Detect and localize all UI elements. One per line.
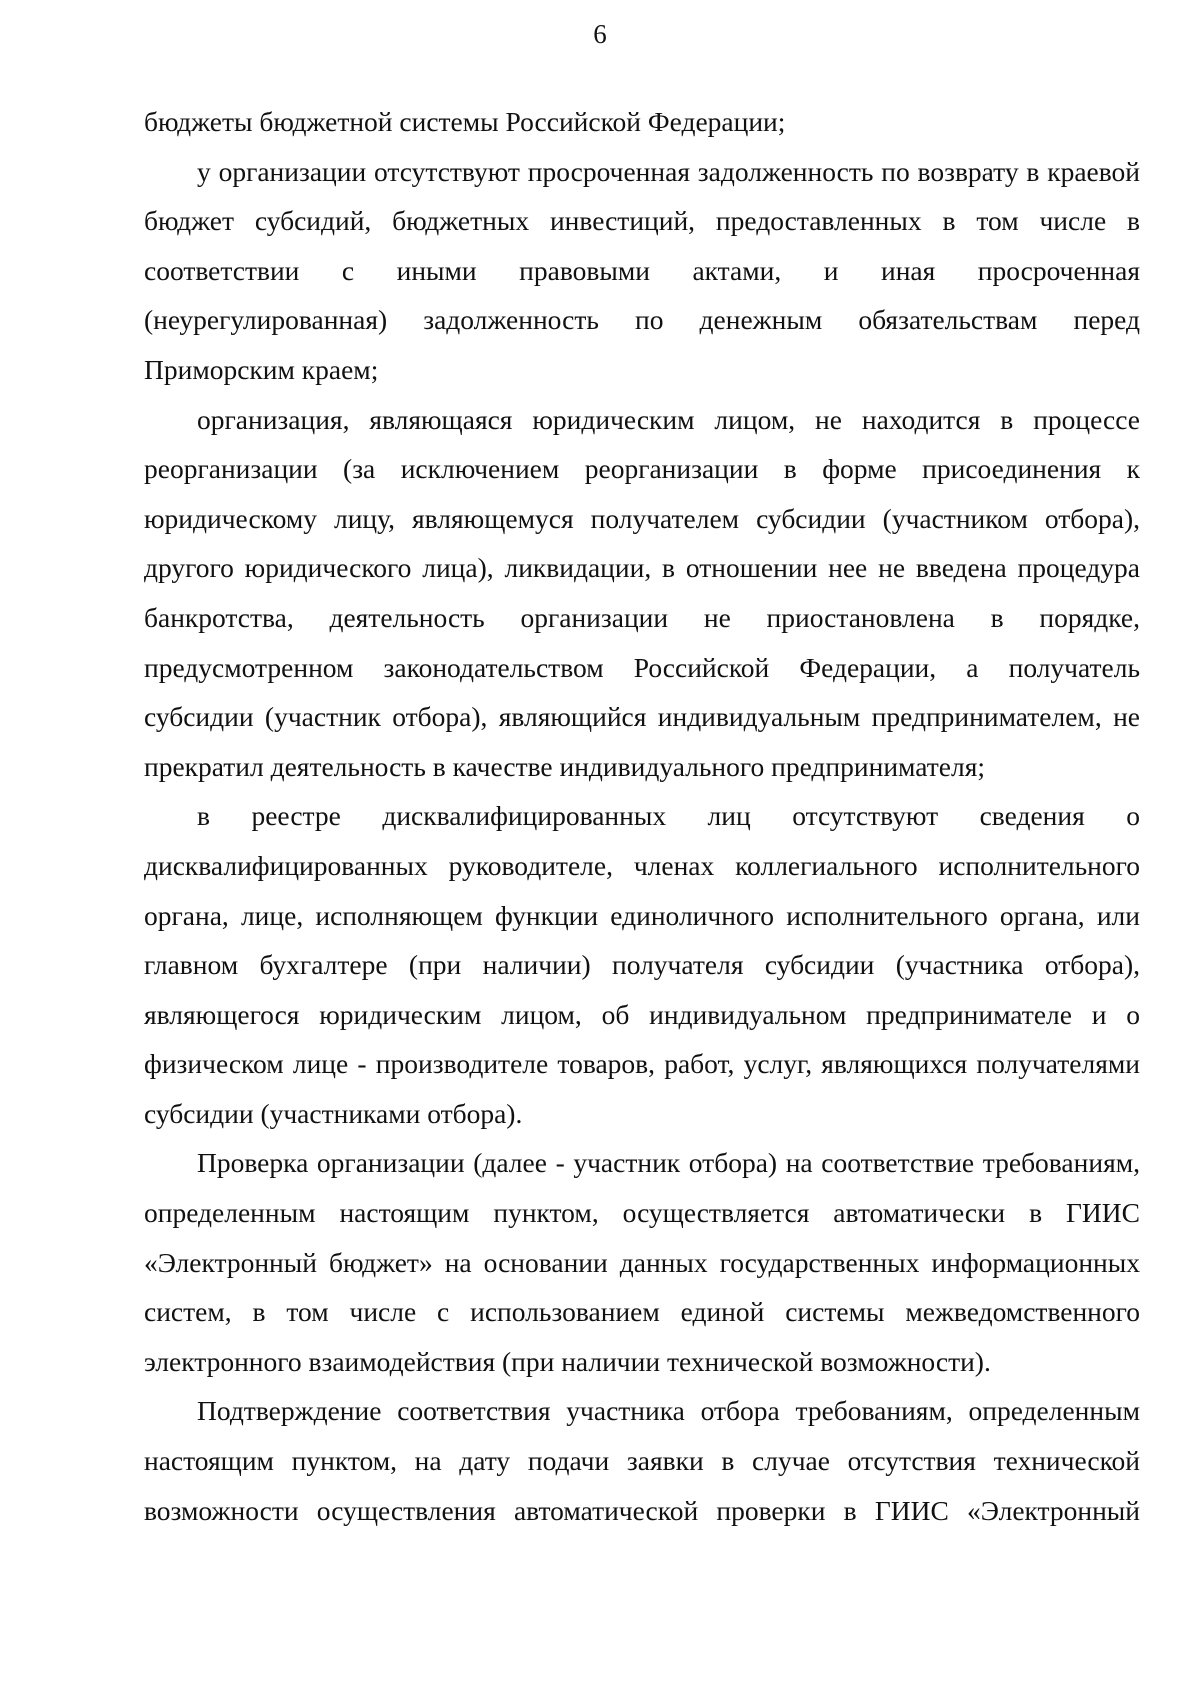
paragraph-automatic-check: Проверка организации (далее - участник отбора) на соответствие требованиям, определенным настоящим пунктом, осуществляется автоматически в ГИИС «Электронный бюджет» на основании данных государственных информационных систем, в том числе с использованием единой системы межведомственного электронного взаимодействия (при наличии технической возможности). xyxy=(144,1147,1140,1377)
paragraph-disqualified-registry: в реестре дисквалифицированных лиц отсутствуют сведения о дисквалифицированных руководителе, членах коллегиального исполнительного органа, лице, исполняющем функции единоличного исполнительного органа, или главном бухгалтере (при наличии) получателя субсидии (участника отбора), являющегося юридическим лицом, об индивидуальном предпринимателе и о физическом лице - производителе товаров, работ, услуг, являющихся получателями субсидии (участниками отбора). xyxy=(144,800,1140,1129)
paragraph-no-overdue-debt: у организации отсутствуют просроченная задолженность по возврату в краевой бюджет субсидий, бюджетных инвестиций, предоставленных в том числе в соответствии с иными правовыми актами, и иная просроченная (неурегулированная) задолженность по денежным обязательствам перед Приморским краем; xyxy=(144,155,1140,385)
document-body xyxy=(144,97,1140,1535)
paragraph-confirmation: Подтверждение соответствия участника отбора требованиям, определенным настоящим пунктом, на дату подачи заявки в случае отсутствия технической возможности осуществления автоматической проверки в ГИИС «Электронный xyxy=(144,1395,1140,1526)
paragraph-no-reorganization: организация, являющаяся юридическим лицом, не находится в процессе реорганизации (за исключением реорганизации в форме присоединения к юридическому лицу, являющемуся получателем субсидии (участником отбора), другого юридического лица), ликвидации, в отношении нее не введена процедура банкротства, деятельность организации не приостановлена в порядке, предусмотренном законодательством Российской Федерации, а получатель субсидии (участник отбора), являющийся индивидуальным предпринимателем, не прекратил деятельность в качестве индивидуального предпринимателя; xyxy=(144,403,1140,782)
paragraph-continuation: бюджеты бюджетной системы Российской Федерации; xyxy=(144,106,786,137)
page-number: 6 xyxy=(593,19,607,49)
